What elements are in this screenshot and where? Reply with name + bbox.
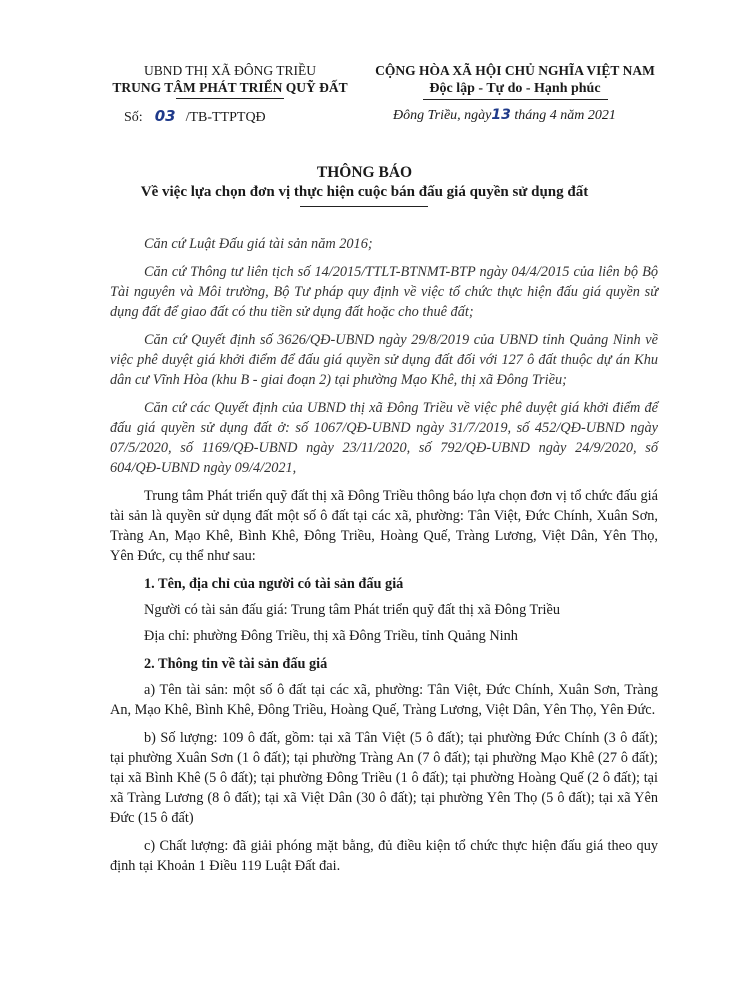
intro-paragraph: Trung tâm Phát triển quỹ đất thị xã Đông Triều thông báo lựa chọn đơn vị tổ chức đấu giá tài sản là quyền sử dụng đất một số ô đất tại các xã, phường: Tân Việt, Đức Chính, Xuân Sơn, Tràng An, Mạo Khê, Bình Khê, Đông Triều, Hoàng Quế, Tràng Lương, Việt Dân, Yên Thọ, Yên Đức, cụ thể như sau:	[110, 488, 658, 564]
date-suffix: tháng 4 năm 2021	[514, 108, 616, 123]
legal-basis-2: Căn cứ Thông tư liên tịch số 14/2015/TTLT-BTNMT-BTP ngày 04/4/2015 của liên bộ Bộ Tài nguyên và Môi trường, Bộ Tư pháp quy định về việc tổ chức thực hiện đấu giá quyền sử dụng đất để giao đất có thu tiền sử dụng đất hoặc cho thuê đất;	[110, 264, 658, 320]
date-prefix: Đông Triều, ngày	[393, 108, 492, 123]
so-suffix: /TB-TTPTQĐ	[185, 110, 266, 125]
section-1-heading: 1. Tên, địa chỉ của người có tài sản đấu giá	[144, 576, 404, 592]
asset-owner: Người có tài sản đấu giá: Trung tâm Phát triển quỹ đất thị xã Đông Triều	[144, 602, 560, 618]
asset-quantity: b) Số lượng: 109 ô đất, gồm: tại xã Tân Việt (5 ô đất); tại phường Đức Chính (3 ô đất); tại phường Xuân Sơn (1 ô đất); tại phường Tràng An (7 ô đất); tại phường Mạo Khê (27 ô đất); tại xã Bình Khê (5 ô đất); tại phường Đông Triều (1 ô đất); tại phường Hoàng Quế (2 ô đất); tại xã Tràng Lương (8 ô đất); tại xã Việt Dân (30 ô đất); tại phường Yên Thọ (5 ô đất); tại xã Yên Đức (15 ô đất)	[110, 730, 658, 826]
legal-basis-3: Căn cứ Quyết định số 3626/QĐ-UBND ngày 29/8/2019 của UBND tỉnh Quảng Ninh về việc phê duyệt giá khởi điểm để đấu giá quyền sử dụng đất đối với 127 ô đất thuộc dự án Khu dân cư Vĩnh Hòa (khu B - giai đoạn 2) tại phường Mạo Khê, thị xã Đông Triều;	[110, 332, 658, 388]
subtitle-underline	[300, 206, 428, 207]
motto-underline	[423, 99, 608, 100]
asset-quality: c) Chất lượng: đã giải phóng mặt bằng, đủ điều kiện tổ chức thực hiện đấu giá theo quy định tại Khoản 1 Điều 119 Luật Đất đai.	[110, 838, 658, 874]
so-label: Số:	[124, 110, 143, 125]
legal-basis-1: Căn cứ Luật Đấu giá tài sản năm 2016;	[144, 236, 373, 252]
issuing-organization	[80, 62, 380, 99]
section-2-heading: 2. Thông tin về tài sản đấu giá	[144, 656, 328, 672]
so-number-handwritten: 03	[154, 107, 176, 125]
org-name: TRUNG TÂM PHÁT TRIỂN QUỸ ĐẤT	[112, 80, 348, 95]
document-number	[124, 107, 266, 126]
national-heading	[365, 62, 665, 100]
org-parent: UBND THỊ XÃ ĐÔNG TRIỀU	[144, 63, 316, 78]
owner-address: Địa chỉ: phường Đông Triều, thị xã Đông Triều, tỉnh Quảng Ninh	[144, 628, 518, 644]
legal-basis-4: Căn cứ các Quyết định của UBND thị xã Đông Triều về việc phê duyệt giá khởi điểm để đấu giá quyền sử dụng đất ở: số 1067/QĐ-UBND ngày 31/7/2019, số 452/QĐ-UBND ngày 07/5/2020, số 1169/QĐ-UBND ngày 23/11/2020, số 792/QĐ-UBND ngày 24/9/2020, số 604/QĐ-UBND ngày 09/4/2021,	[110, 400, 658, 476]
issue-date	[393, 107, 616, 124]
national-motto: Độc lập - Tự do - Hạnh phúc	[429, 81, 601, 96]
document-body	[110, 234, 658, 876]
document-subtitle: Về việc lựa chọn đơn vị thực hiện cuộc bán đấu giá quyền sử dụng đất	[140, 184, 589, 200]
org-underline	[176, 98, 284, 99]
asset-name: a) Tên tài sản: một số ô đất tại các xã, phường: Tân Việt, Đức Chính, Xuân Sơn, Tràng An, Mạo Khê, Bình Khê, Đông Triều, Hoàng Quế, Tràng Lương, Việt Dân, Yên Thọ, Yên Đức.	[110, 682, 658, 718]
document-title: THÔNG BÁO	[316, 164, 413, 181]
country-name: CỘNG HÒA XÃ HỘI CHỦ NGHĨA VIỆT NAM	[375, 63, 655, 78]
date-day-handwritten: 13	[491, 107, 511, 123]
